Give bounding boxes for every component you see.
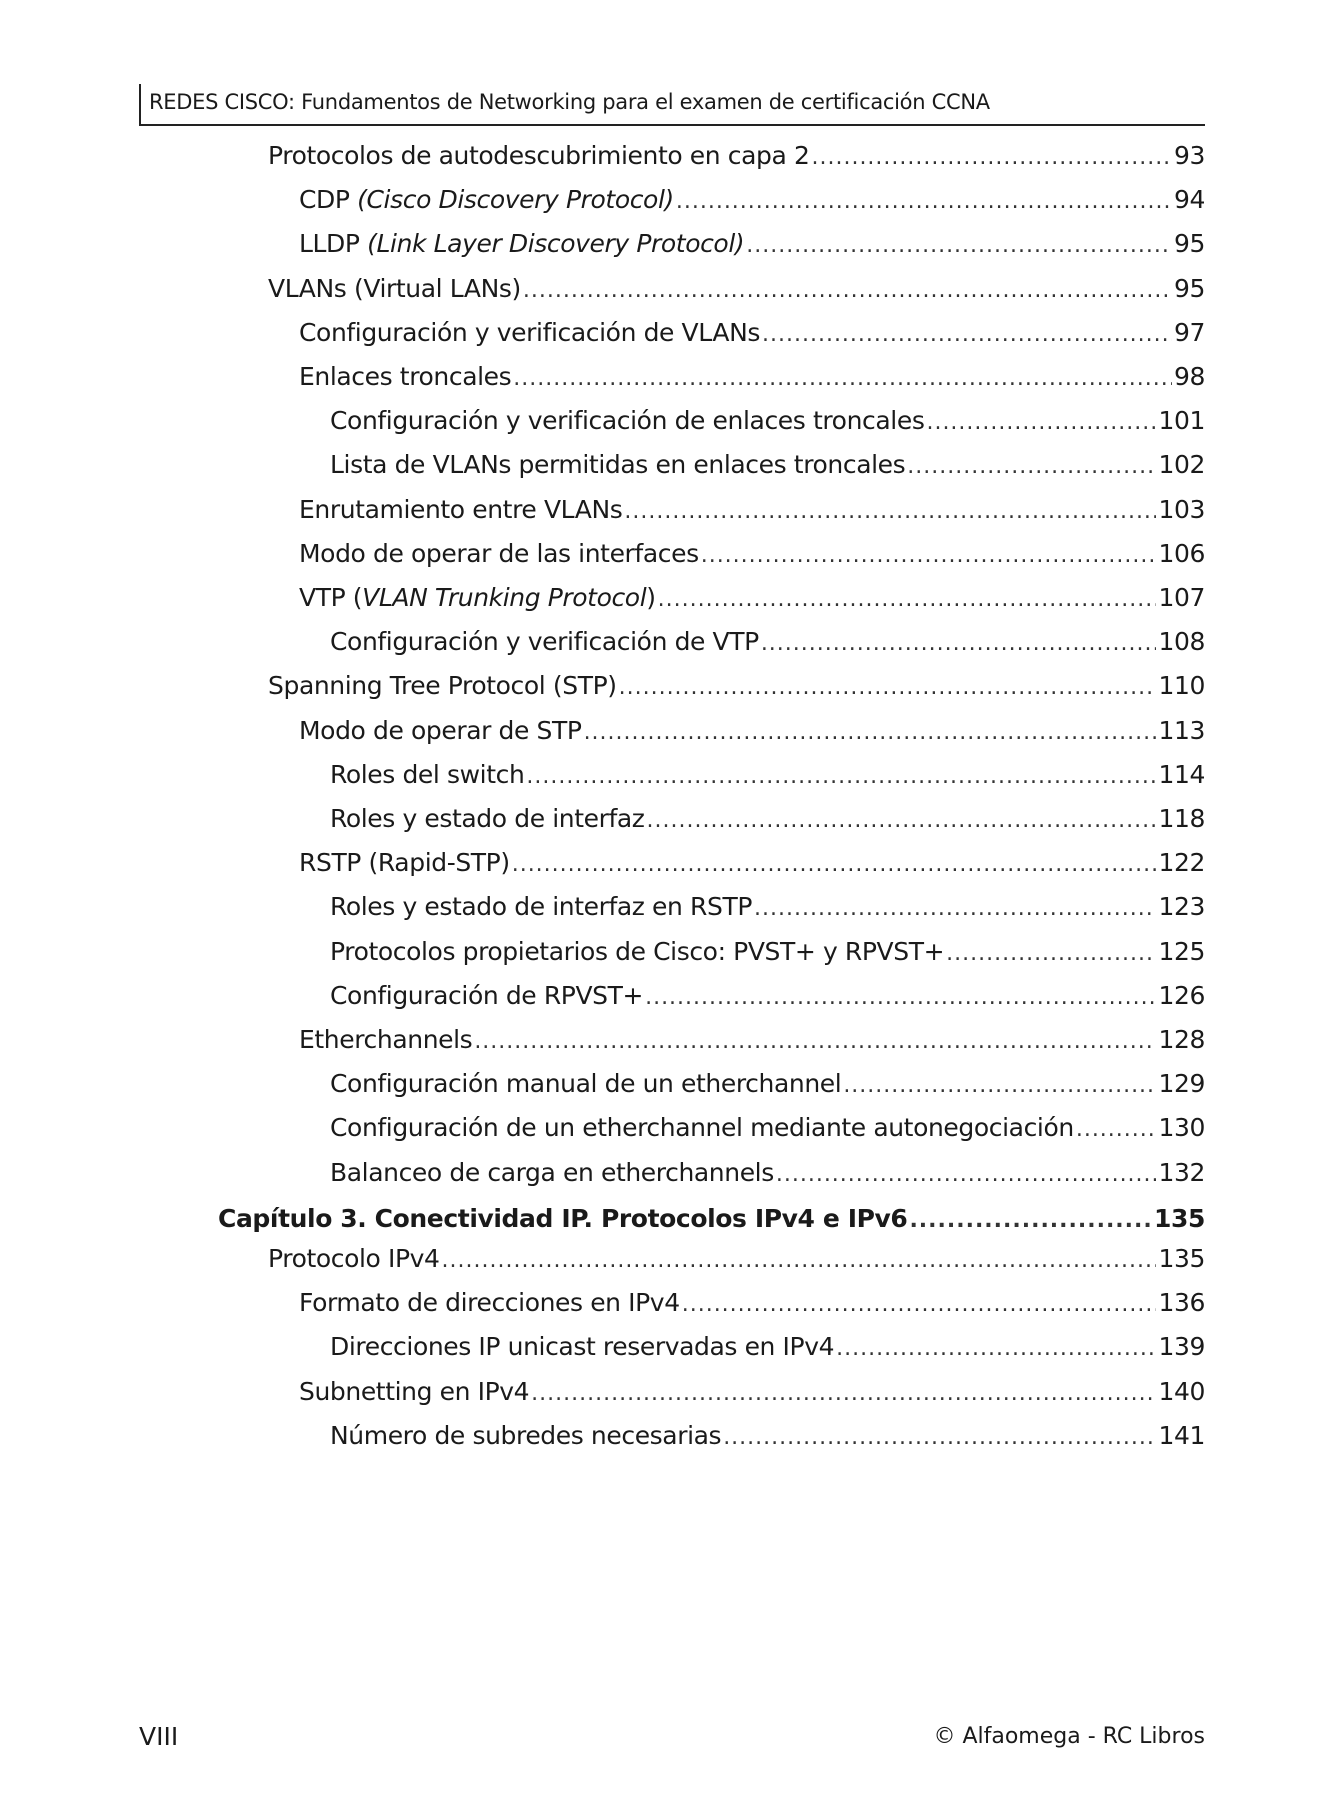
toc-entry[interactable] [299, 1025, 1205, 1065]
toc-entry[interactable] [268, 274, 1205, 314]
toc-dot-leader [843, 1073, 1156, 1098]
toc-entry[interactable] [299, 1288, 1205, 1328]
toc-entry[interactable] [299, 318, 1205, 358]
toc-entry-page-number: 103 [1158, 495, 1205, 524]
toc-entry-title [299, 362, 511, 391]
toc-dot-leader [701, 543, 1157, 568]
running-header [139, 84, 1205, 126]
toc-entry-title [299, 318, 760, 347]
toc-entry-title [330, 760, 524, 789]
toc-entry-title [299, 848, 510, 877]
toc-entry-title [299, 1025, 472, 1054]
toc-entry-title [299, 716, 582, 745]
toc-dot-leader [926, 410, 1156, 435]
toc-entry-page-number: 135 [1158, 1244, 1205, 1273]
toc-entry-title [330, 1069, 841, 1098]
toc-dot-leader [658, 587, 1157, 612]
toc-entry[interactable] [330, 804, 1205, 844]
toc-entry-title-text: Balanceo de carga en etherchannels [330, 1158, 774, 1187]
toc-dot-leader [776, 1162, 1157, 1187]
toc-dot-leader [513, 366, 1172, 391]
toc-dot-leader [761, 631, 1157, 656]
toc-entry-title-text: Enrutamiento entre VLANs [299, 495, 623, 524]
toc-entry-title-text: Formato de direcciones en IPv4 [299, 1288, 680, 1317]
toc-entry-title-text: Roles y estado de interfaz [330, 804, 645, 833]
toc-entry[interactable] [299, 848, 1205, 888]
toc-entry-title [330, 1421, 721, 1450]
toc-entry-title [268, 671, 617, 700]
toc-entry-title-text: Roles del switch [330, 760, 525, 789]
toc-entry-title-text: Etherchannels [299, 1025, 473, 1054]
toc-entry[interactable] [330, 627, 1205, 667]
toc-entry-title-text: Configuración de RPVST+ [330, 981, 644, 1010]
toc-entry-title [330, 1332, 834, 1361]
toc-entry-page-number: 136 [1158, 1288, 1205, 1317]
toc-entry-page-number: 132 [1158, 1158, 1205, 1187]
toc-entry-title-text: Configuración de un etherchannel mediante autonegociación [330, 1113, 1074, 1142]
toc-entry[interactable] [330, 406, 1205, 446]
toc-entry[interactable] [330, 1158, 1205, 1198]
toc-entry[interactable] [299, 583, 1205, 623]
toc-entry-title-text: Protocolos de autodescubrimiento en capa 2 [268, 141, 810, 170]
toc-entry-title-text: Configuración y verificación de enlaces troncales [330, 406, 925, 435]
toc-entry[interactable] [268, 1244, 1205, 1284]
toc-entry-title-text: Número de subredes necesarias [330, 1421, 722, 1450]
toc-entry-page-number: 108 [1158, 627, 1205, 656]
toc-entry-page-number: 106 [1158, 539, 1205, 568]
toc-dot-leader [474, 1029, 1156, 1054]
toc-dot-leader [512, 852, 1157, 877]
footer-publisher: © Alfaomega - RC Libros [933, 1724, 1205, 1749]
toc-entry[interactable] [299, 716, 1205, 756]
toc-entry-title-text: LLDP [299, 229, 368, 258]
toc-entry-page-number: 113 [1158, 716, 1205, 745]
toc-entry[interactable] [268, 141, 1205, 181]
toc-entry-title [299, 185, 674, 214]
toc-dot-leader [523, 278, 1172, 303]
toc-entry[interactable] [268, 671, 1205, 711]
toc-entry-page-number: 126 [1158, 981, 1205, 1010]
toc-entry[interactable] [299, 185, 1205, 225]
toc-dot-leader [754, 896, 1156, 921]
toc-dot-leader [811, 145, 1172, 170]
toc-entry-title-suffix: ) [646, 583, 656, 612]
toc-entry[interactable] [299, 362, 1205, 402]
toc-entry[interactable] [330, 1421, 1205, 1461]
toc-entry[interactable] [299, 495, 1205, 535]
toc-entry-title [330, 892, 752, 921]
toc-entry-title [299, 1288, 680, 1317]
toc-entry-page-number: 97 [1173, 318, 1205, 347]
toc-dot-leader [946, 941, 1156, 966]
toc-entry[interactable] [330, 937, 1205, 977]
toc-dot-leader [531, 1381, 1156, 1406]
toc-entry-page-number: 129 [1158, 1069, 1205, 1098]
toc-entry-page-number: 101 [1158, 406, 1205, 435]
toc-dot-leader [526, 764, 1156, 789]
toc-entry[interactable] [299, 229, 1205, 269]
toc-entry-title-text: Roles y estado de interfaz en RSTP [330, 892, 753, 921]
toc-dot-leader [746, 233, 1172, 258]
toc-entry-title-text: Direcciones IP unicast reservadas en IPv4 [330, 1332, 835, 1361]
toc-entry-title-text: Configuración manual de un etherchannel [330, 1069, 842, 1098]
toc-entry-title-italic: (Link Layer Discovery Protocol) [367, 229, 745, 258]
toc-entry-title-text: Capítulo 3. Conectividad IP. Protocolos IPv4 e IPv6 [218, 1204, 908, 1233]
toc-entry[interactable] [330, 760, 1205, 800]
toc-dot-leader [762, 322, 1172, 347]
toc-entry-title [330, 406, 924, 435]
toc-entry-title-text: Configuración y verificación de VTP [330, 627, 759, 656]
footer-page-number: VIII [139, 1722, 179, 1751]
toc-dot-leader [682, 1292, 1157, 1317]
toc-entry-title [268, 274, 521, 303]
toc-entry-title-text: Enlaces troncales [299, 362, 512, 391]
toc-entry-page-number: 125 [1158, 937, 1205, 966]
toc-dot-leader [619, 675, 1157, 700]
running-header-title: REDES CISCO: Fundamentos de Networking para el examen de certificación CCNA [149, 90, 990, 114]
toc-entry-page-number: 122 [1158, 848, 1205, 877]
toc-entry-title-text: VTP ( [299, 583, 363, 612]
toc-entry-page-number: 94 [1173, 185, 1205, 214]
toc-entry-title-text: Subnetting en IPv4 [299, 1377, 530, 1406]
toc-entry-page-number: 114 [1158, 760, 1205, 789]
toc-dot-leader [676, 189, 1172, 214]
toc-entry[interactable] [299, 1377, 1205, 1417]
toc-entry[interactable] [330, 1069, 1205, 1109]
toc-entry-title [330, 1158, 774, 1187]
toc-entry[interactable] [330, 1332, 1205, 1372]
toc-entry[interactable] [330, 981, 1205, 1021]
toc-entry-page-number: 107 [1158, 583, 1205, 612]
toc-entry-title-italic: VLAN Trunking Protocol [362, 583, 647, 612]
toc-entry[interactable] [330, 892, 1205, 932]
toc-entry-title [299, 495, 622, 524]
toc-entry-title [330, 937, 944, 966]
toc-dot-leader [584, 720, 1157, 745]
toc-entry-title-text: Spanning Tree Protocol (STP) [268, 671, 617, 700]
toc-entry-title [299, 229, 744, 258]
toc-dot-leader [723, 1425, 1156, 1450]
toc-dot-leader [836, 1336, 1156, 1361]
toc-entry-title [330, 804, 645, 833]
toc-dot-leader [1076, 1117, 1157, 1142]
toc-dot-leader [442, 1248, 1157, 1273]
toc-entry-title [330, 450, 905, 479]
toc-entry-title-text: CDP [299, 185, 358, 214]
toc-entry-title-text: VLANs (Virtual LANs) [268, 274, 521, 303]
toc-entry-title [330, 981, 643, 1010]
toc-entry-page-number: 123 [1158, 892, 1205, 921]
toc-entry-title-text: Modo de operar de las interfaces [299, 539, 699, 568]
toc-dot-leader [645, 985, 1156, 1010]
toc-entry-title-text: Configuración y verificación de VLANs [299, 318, 760, 347]
toc-entry-title-text: Modo de operar de STP [299, 716, 582, 745]
toc-entry-page-number: 118 [1158, 804, 1205, 833]
toc-entry-title [299, 1377, 529, 1406]
toc-entry-title-text: Protocolo IPv4 [268, 1244, 440, 1273]
toc-entry-page-number: 130 [1158, 1113, 1205, 1142]
toc-entry-title [330, 1113, 1074, 1142]
toc-entry-title [218, 1204, 907, 1233]
toc-entry-title-italic: (Cisco Discovery Protocol) [357, 185, 674, 214]
toc-entry-page-number: 135 [1154, 1204, 1205, 1233]
toc-entry-page-number: 110 [1158, 671, 1205, 700]
toc-entry[interactable] [218, 1204, 1205, 1244]
toc-entry[interactable] [330, 1113, 1205, 1153]
toc-entry-title [330, 627, 759, 656]
toc-dot-leader [907, 454, 1156, 479]
toc-entry-title-text: Protocolos propietarios de Cisco: PVST+ y RPVST+ [330, 937, 945, 966]
toc-entry[interactable] [299, 539, 1205, 579]
toc-entry-page-number: 141 [1158, 1421, 1205, 1450]
toc-entry-page-number: 128 [1158, 1025, 1205, 1054]
toc-entry-title [299, 539, 699, 568]
toc-entry-page-number: 98 [1173, 362, 1205, 391]
toc-entry-page-number: 139 [1158, 1332, 1205, 1361]
toc-entry-title-text: Lista de VLANs permitidas en enlaces troncales [330, 450, 906, 479]
toc-entry-title [268, 141, 809, 170]
toc-entry-page-number: 102 [1158, 450, 1205, 479]
toc-entry-page-number: 140 [1158, 1377, 1205, 1406]
toc-entry-title-text: RSTP (Rapid-STP) [299, 848, 510, 877]
toc-entry[interactable] [330, 450, 1205, 490]
toc-dot-leader [647, 808, 1157, 833]
toc-entry-page-number: 93 [1173, 141, 1205, 170]
toc-entry-page-number: 95 [1173, 229, 1205, 258]
toc-entry-title [268, 1244, 440, 1273]
toc-entry-page-number: 95 [1173, 274, 1205, 303]
toc-dot-leader [624, 499, 1156, 524]
toc-entry-title [299, 583, 656, 612]
toc-dot-leader [909, 1208, 1152, 1233]
